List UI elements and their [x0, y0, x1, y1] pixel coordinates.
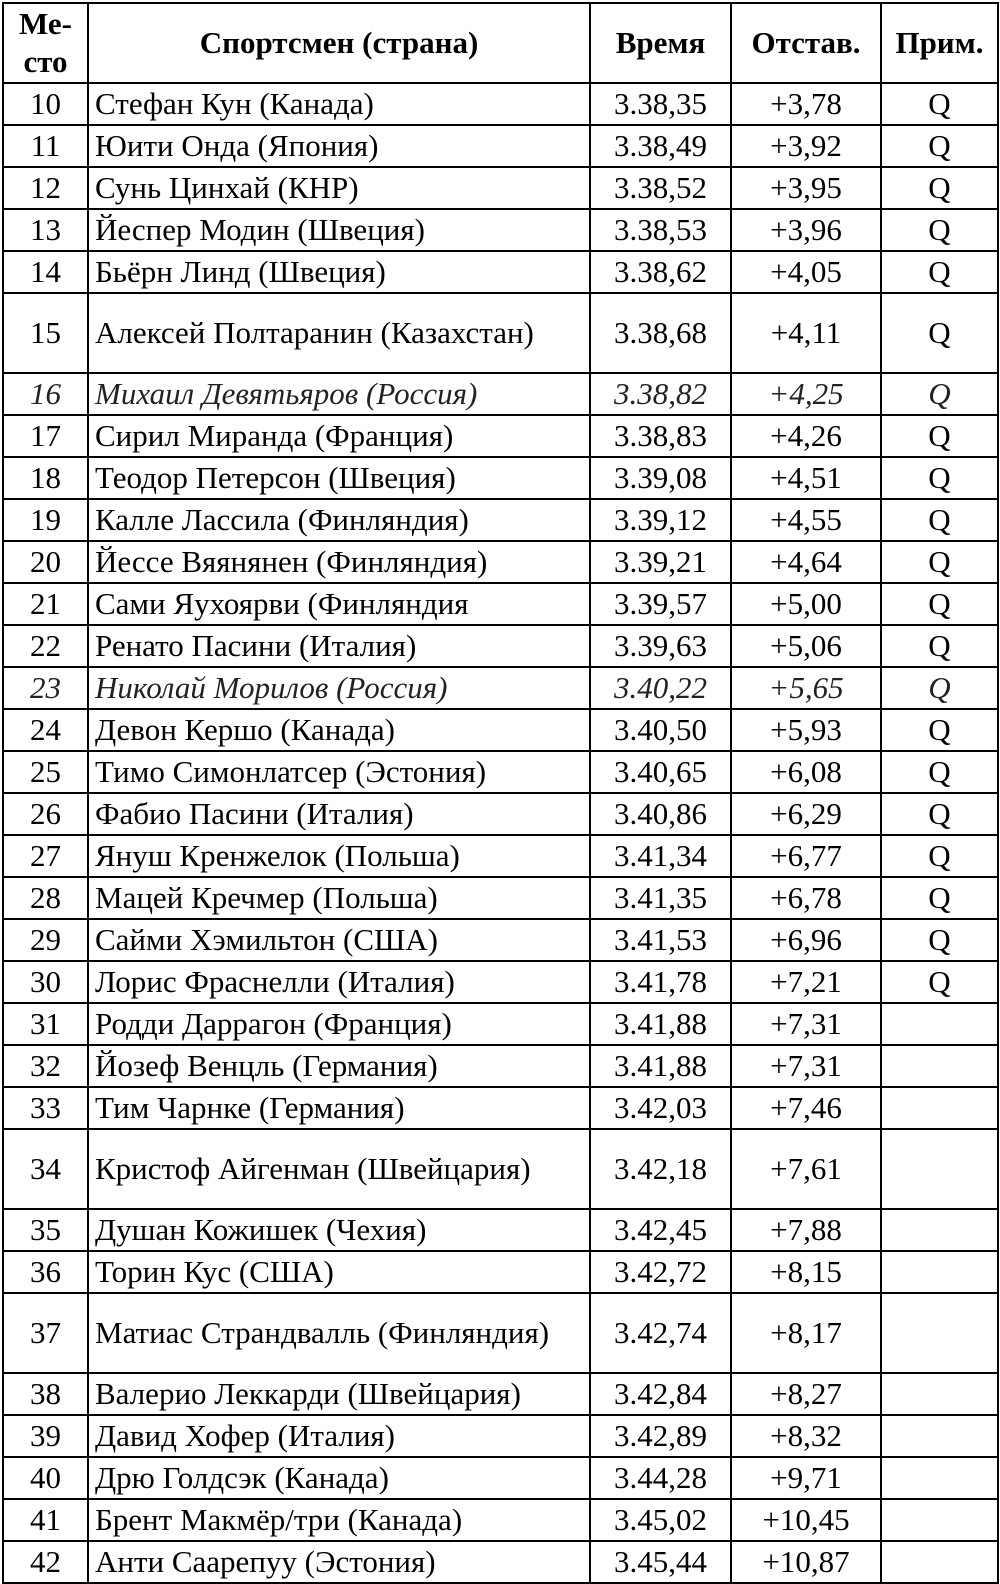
- cell-time: 3.38,82: [590, 373, 731, 415]
- cell-place: 32: [3, 1045, 88, 1087]
- cell-athlete: Алексей Полтаранин (Казахстан): [88, 293, 590, 373]
- cell-gap: +10,87: [731, 1541, 881, 1583]
- cell-place: 19: [3, 499, 88, 541]
- header-place: Ме- сто: [3, 3, 88, 83]
- cell-gap: +3,95: [731, 167, 881, 209]
- cell-athlete: Сунь Цинхай (КНР): [88, 167, 590, 209]
- cell-time: 3.42,84: [590, 1373, 731, 1415]
- cell-athlete: Ренато Пасини (Италия): [88, 625, 590, 667]
- cell-time: 3.42,03: [590, 1087, 731, 1129]
- cell-place: 33: [3, 1087, 88, 1129]
- cell-note: Q: [881, 835, 998, 877]
- table-row: [3, 541, 998, 583]
- cell-place: 16: [3, 373, 88, 415]
- cell-athlete: Калле Лассила (Финляндия): [88, 499, 590, 541]
- cell-athlete: Девон Кершо (Канада): [88, 709, 590, 751]
- cell-note: [881, 1251, 998, 1293]
- cell-place: 36: [3, 1251, 88, 1293]
- cell-athlete: Родди Даррагон (Франция): [88, 1003, 590, 1045]
- cell-note: Q: [881, 457, 998, 499]
- cell-athlete: Кристоф Айгенман (Швейцария): [88, 1129, 590, 1209]
- cell-time: 3.38,68: [590, 293, 731, 373]
- table-row: [3, 293, 998, 373]
- cell-gap: +9,71: [731, 1457, 881, 1499]
- cell-time: 3.40,65: [590, 751, 731, 793]
- results-table: [2, 2, 999, 1584]
- cell-athlete: Матиас Страндвалль (Финляндия): [88, 1293, 590, 1373]
- cell-gap: +8,27: [731, 1373, 881, 1415]
- cell-athlete: Сами Яухоярви (Финляндия: [88, 583, 590, 625]
- cell-note: Q: [881, 83, 998, 125]
- cell-place: 29: [3, 919, 88, 961]
- cell-time: 3.42,89: [590, 1415, 731, 1457]
- cell-time: 3.40,50: [590, 709, 731, 751]
- cell-place: 24: [3, 709, 88, 751]
- cell-note: Q: [881, 541, 998, 583]
- table-row: [3, 373, 998, 415]
- cell-athlete: Сайми Хэмильтон (США): [88, 919, 590, 961]
- cell-note: [881, 1499, 998, 1541]
- cell-time: 3.38,52: [590, 167, 731, 209]
- cell-time: 3.45,44: [590, 1541, 731, 1583]
- cell-gap: +6,77: [731, 835, 881, 877]
- cell-place: 18: [3, 457, 88, 499]
- cell-gap: +3,78: [731, 83, 881, 125]
- table-row: [3, 793, 998, 835]
- cell-place: 27: [3, 835, 88, 877]
- cell-note: [881, 1457, 998, 1499]
- cell-note: Q: [881, 667, 998, 709]
- cell-gap: +7,31: [731, 1003, 881, 1045]
- cell-gap: +6,96: [731, 919, 881, 961]
- table-row: [3, 667, 998, 709]
- table-row: [3, 1457, 998, 1499]
- cell-time: 3.38,53: [590, 209, 731, 251]
- cell-place: 10: [3, 83, 88, 125]
- cell-athlete: Валерио Леккарди (Швейцария): [88, 1373, 590, 1415]
- cell-gap: +5,06: [731, 625, 881, 667]
- cell-gap: +8,32: [731, 1415, 881, 1457]
- cell-note: Q: [881, 583, 998, 625]
- cell-note: Q: [881, 919, 998, 961]
- table-row: [3, 125, 998, 167]
- cell-note: [881, 1415, 998, 1457]
- cell-time: 3.38,49: [590, 125, 731, 167]
- cell-note: Q: [881, 793, 998, 835]
- cell-time: 3.42,45: [590, 1209, 731, 1251]
- cell-place: 23: [3, 667, 88, 709]
- cell-place: 42: [3, 1541, 88, 1583]
- cell-place: 11: [3, 125, 88, 167]
- cell-note: [881, 1003, 998, 1045]
- cell-note: Q: [881, 961, 998, 1003]
- cell-time: 3.38,62: [590, 251, 731, 293]
- table-row: [3, 961, 998, 1003]
- cell-time: 3.45,02: [590, 1499, 731, 1541]
- cell-athlete: Торин Кус (США): [88, 1251, 590, 1293]
- cell-gap: +4,64: [731, 541, 881, 583]
- cell-gap: +6,29: [731, 793, 881, 835]
- cell-athlete: Брент Макмёр/три (Канада): [88, 1499, 590, 1541]
- cell-gap: +10,45: [731, 1499, 881, 1541]
- table-row: [3, 1373, 998, 1415]
- cell-note: Q: [881, 293, 998, 373]
- cell-athlete: Стефан Кун (Канада): [88, 83, 590, 125]
- cell-time: 3.41,35: [590, 877, 731, 919]
- cell-place: 22: [3, 625, 88, 667]
- table-row: [3, 1293, 998, 1373]
- cell-gap: +5,00: [731, 583, 881, 625]
- table-row: [3, 167, 998, 209]
- cell-time: 3.38,35: [590, 83, 731, 125]
- cell-gap: +5,65: [731, 667, 881, 709]
- cell-athlete: Тимо Симонлатсер (Эстония): [88, 751, 590, 793]
- cell-gap: +7,46: [731, 1087, 881, 1129]
- cell-athlete: Йозеф Венцль (Германия): [88, 1045, 590, 1087]
- cell-time: 3.38,83: [590, 415, 731, 457]
- cell-note: Q: [881, 167, 998, 209]
- cell-place: 30: [3, 961, 88, 1003]
- cell-gap: +4,05: [731, 251, 881, 293]
- cell-athlete: Дрю Голдсэк (Канада): [88, 1457, 590, 1499]
- table-row: [3, 457, 998, 499]
- cell-place: 37: [3, 1293, 88, 1373]
- table-row: [3, 625, 998, 667]
- cell-time: 3.40,86: [590, 793, 731, 835]
- cell-time: 3.39,08: [590, 457, 731, 499]
- cell-gap: +7,31: [731, 1045, 881, 1087]
- cell-note: [881, 1293, 998, 1373]
- table-row: [3, 751, 998, 793]
- cell-time: 3.41,34: [590, 835, 731, 877]
- cell-place: 20: [3, 541, 88, 583]
- cell-athlete: Тим Чарнке (Германия): [88, 1087, 590, 1129]
- cell-note: Q: [881, 415, 998, 457]
- cell-time: 3.39,57: [590, 583, 731, 625]
- results-table-header: [3, 3, 998, 83]
- table-row: [3, 209, 998, 251]
- cell-note: Q: [881, 499, 998, 541]
- cell-gap: +8,17: [731, 1293, 881, 1373]
- cell-gap: +7,88: [731, 1209, 881, 1251]
- cell-note: Q: [881, 373, 998, 415]
- cell-athlete: Давид Хофер (Италия): [88, 1415, 590, 1457]
- cell-gap: +4,25: [731, 373, 881, 415]
- cell-time: 3.39,63: [590, 625, 731, 667]
- cell-gap: +6,08: [731, 751, 881, 793]
- cell-place: 39: [3, 1415, 88, 1457]
- cell-time: 3.42,18: [590, 1129, 731, 1209]
- cell-gap: +4,55: [731, 499, 881, 541]
- header-gap: Отстав.: [731, 3, 881, 83]
- cell-place: 40: [3, 1457, 88, 1499]
- cell-note: Q: [881, 209, 998, 251]
- cell-athlete: Януш Кренжелок (Польша): [88, 835, 590, 877]
- cell-athlete: Мацей Кречмер (Польша): [88, 877, 590, 919]
- cell-time: 3.44,28: [590, 1457, 731, 1499]
- cell-athlete: Юити Онда (Япония): [88, 125, 590, 167]
- cell-note: Q: [881, 625, 998, 667]
- cell-note: [881, 1541, 998, 1583]
- cell-place: 41: [3, 1499, 88, 1541]
- table-row: [3, 83, 998, 125]
- cell-place: 35: [3, 1209, 88, 1251]
- cell-time: 3.41,53: [590, 919, 731, 961]
- table-row: [3, 251, 998, 293]
- cell-note: Q: [881, 125, 998, 167]
- cell-note: Q: [881, 751, 998, 793]
- cell-athlete: Теодор Петерсон (Швеция): [88, 457, 590, 499]
- table-row: [3, 583, 998, 625]
- cell-athlete: Фабио Пасини (Италия): [88, 793, 590, 835]
- table-row: [3, 1129, 998, 1209]
- table-row: [3, 919, 998, 961]
- cell-athlete: Сирил Миранда (Франция): [88, 415, 590, 457]
- header-note: Прим.: [881, 3, 998, 83]
- table-row: [3, 877, 998, 919]
- cell-athlete: Йессе Вяянянен (Финляндия): [88, 541, 590, 583]
- cell-place: 15: [3, 293, 88, 373]
- table-row: [3, 415, 998, 457]
- cell-place: 21: [3, 583, 88, 625]
- table-row: [3, 1087, 998, 1129]
- cell-note: Q: [881, 251, 998, 293]
- table-row: [3, 1209, 998, 1251]
- table-row: [3, 709, 998, 751]
- table-row: [3, 1541, 998, 1583]
- cell-note: [881, 1373, 998, 1415]
- cell-athlete: Лорис Фраснелли (Италия): [88, 961, 590, 1003]
- cell-place: 28: [3, 877, 88, 919]
- cell-place: 17: [3, 415, 88, 457]
- cell-note: Q: [881, 877, 998, 919]
- cell-time: 3.39,12: [590, 499, 731, 541]
- cell-gap: +8,15: [731, 1251, 881, 1293]
- cell-place: 13: [3, 209, 88, 251]
- cell-gap: +3,96: [731, 209, 881, 251]
- table-row: [3, 499, 998, 541]
- cell-gap: +7,21: [731, 961, 881, 1003]
- cell-gap: +5,93: [731, 709, 881, 751]
- cell-athlete: Йеспер Модин (Швеция): [88, 209, 590, 251]
- cell-place: 14: [3, 251, 88, 293]
- results-table-body: [3, 83, 998, 1583]
- cell-time: 3.40,22: [590, 667, 731, 709]
- table-row: [3, 1045, 998, 1087]
- cell-note: [881, 1087, 998, 1129]
- cell-gap: +3,92: [731, 125, 881, 167]
- cell-gap: +6,78: [731, 877, 881, 919]
- cell-gap: +7,61: [731, 1129, 881, 1209]
- cell-athlete: Николай Морилов (Россия): [88, 667, 590, 709]
- table-row: [3, 835, 998, 877]
- cell-place: 12: [3, 167, 88, 209]
- cell-note: Q: [881, 709, 998, 751]
- cell-time: 3.42,74: [590, 1293, 731, 1373]
- cell-athlete: Михаил Девятьяров (Россия): [88, 373, 590, 415]
- cell-time: 3.41,88: [590, 1003, 731, 1045]
- cell-place: 34: [3, 1129, 88, 1209]
- cell-time: 3.41,88: [590, 1045, 731, 1087]
- header-time: Время: [590, 3, 731, 83]
- cell-note: [881, 1129, 998, 1209]
- table-row: [3, 1499, 998, 1541]
- cell-place: 38: [3, 1373, 88, 1415]
- cell-place: 25: [3, 751, 88, 793]
- cell-athlete: Анти Саарепуу (Эстония): [88, 1541, 590, 1583]
- table-row: [3, 1251, 998, 1293]
- cell-place: 31: [3, 1003, 88, 1045]
- cell-athlete: Бьёрн Линд (Швеция): [88, 251, 590, 293]
- cell-gap: +4,26: [731, 415, 881, 457]
- cell-gap: +4,51: [731, 457, 881, 499]
- cell-gap: +4,11: [731, 293, 881, 373]
- table-row: [3, 1003, 998, 1045]
- cell-time: 3.39,21: [590, 541, 731, 583]
- cell-place: 26: [3, 793, 88, 835]
- table-row: [3, 1415, 998, 1457]
- cell-note: [881, 1045, 998, 1087]
- cell-time: 3.41,78: [590, 961, 731, 1003]
- cell-note: [881, 1209, 998, 1251]
- cell-athlete: Душан Кожишек (Чехия): [88, 1209, 590, 1251]
- cell-time: 3.42,72: [590, 1251, 731, 1293]
- header-athlete: Спортсмен (страна): [88, 3, 590, 83]
